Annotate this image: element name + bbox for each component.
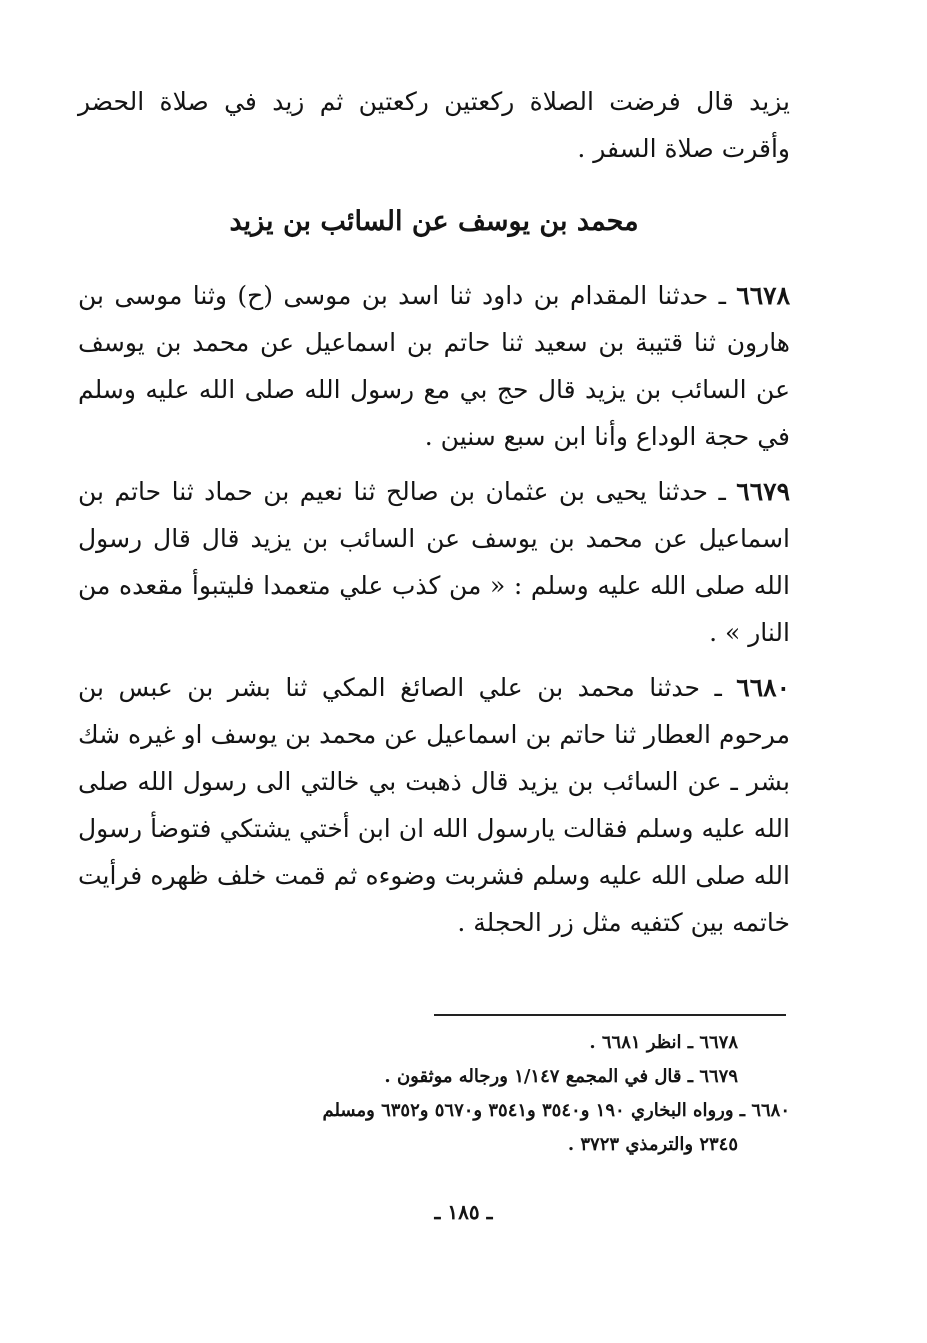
footnote-6680-continuation: ٢٣٤٥ والترمذي ٣٧٢٣ . xyxy=(567,1134,738,1155)
hadith-6679 xyxy=(78,468,790,656)
hadith-text: ـ حدثنا المقدام بن داود ثنا اسد بن موسى (ح) وثنا موسى بن هارون ثنا قتيبة بن سعيد ثنا حاتم بن اسماعيل عن محمد بن يوسف عن السائب بن يزيد قال حج بي مع رسول الله صلى الله عليه وسلم في حجة الوداع وأنا ابن سبع سنين . xyxy=(78,281,790,451)
hadith-number: ٦٦٧٨ xyxy=(736,281,790,310)
page-body xyxy=(78,70,790,954)
hadith-number: ٦٦٨٠ xyxy=(736,673,791,702)
hadith-text: ـ حدثنا محمد بن علي الصائغ المكي ثنا بشر بن عبس بن مرحوم العطار ثنا حاتم بن اسماعيل عن محمد بن يوسف او غيره شك بشر ـ عن السائب بن يزيد قال ذهبت بي خالتي الى رسول الله صلى الله عليه وسلم فقالت يارسول الله ان ابن أختي يشتكي فتوضأ رسول الله صلى الله عليه وسلم فشربت وضوءه ثم قمت خلف ظهره فرأيت خاتمه بين كتفيه مثل زر الحجلة . xyxy=(78,673,790,937)
footnote-6680: ٦٦٨٠ ـ ورواه البخاري ١٩٠ و٣٥٤٠ و٣٥٤١ و٥٦٧٠ و٦٣٥٢ ومسلم xyxy=(322,1100,790,1121)
footnote-6678: ٦٦٧٨ ـ انظر ٦٦٨١ . xyxy=(589,1032,738,1053)
section-heading: محمد بن يوسف عن السائب بن يزيد xyxy=(229,206,639,237)
intro-paragraph: يزيد قال فرضت الصلاة ركعتين ركعتين ثم زيد في صلاة الحضر وأقرت صلاة السفر . xyxy=(78,87,790,163)
hadith-number: ٦٦٧٩ xyxy=(736,477,791,506)
page-number: ـ ١٨٥ ـ xyxy=(434,1200,493,1224)
hadith-6678 xyxy=(78,272,790,460)
hadith-6680 xyxy=(78,664,790,946)
footnote-divider xyxy=(434,1014,786,1016)
footnotes xyxy=(78,1026,790,1162)
footnote-6679: ٦٦٧٩ ـ قال في المجمع ١/١٤٧ ورجاله موثقون . xyxy=(384,1066,738,1087)
hadith-text: ـ حدثنا يحيى بن عثمان بن صالح ثنا نعيم بن حماد ثنا حاتم بن اسماعيل عن محمد بن يوسف عن السائب بن يزيد قال قال رسول الله صلى الله عليه وسلم : « من كذب علي متعمدا فليتبوأ مقعده من النار » . xyxy=(78,477,790,647)
